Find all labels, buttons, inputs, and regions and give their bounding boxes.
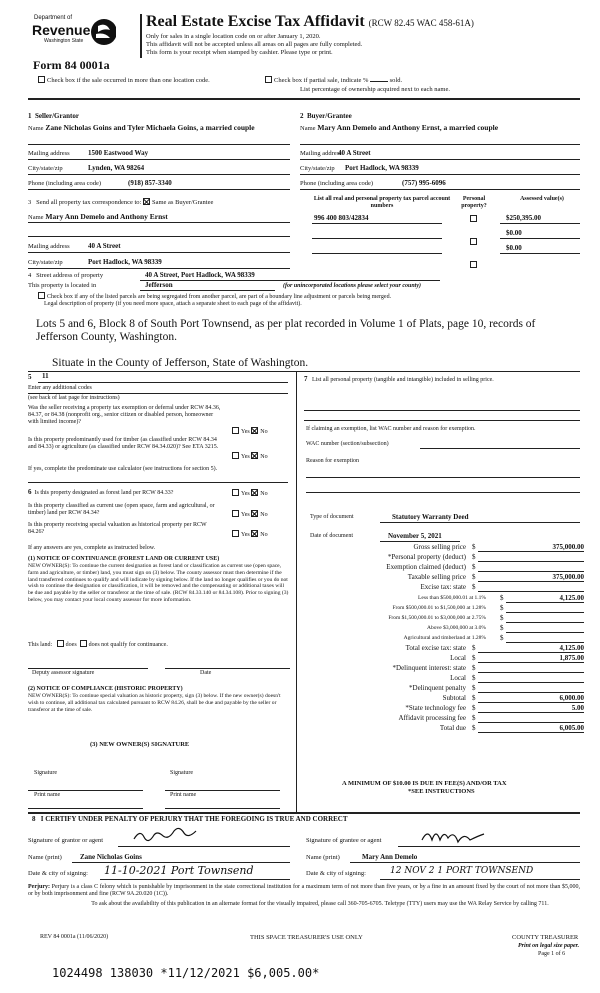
owner-signature-label-2: Signature — [170, 770, 193, 776]
partial-sale-checkbox[interactable] — [265, 76, 272, 83]
deputy-signature-label: Deputy assessor signature — [32, 670, 95, 676]
notice2-title: (2) NOTICE OF COMPLIANCE (HISTORIC PROPERTY) — [28, 686, 183, 692]
corr-name-label: Name — [28, 214, 44, 221]
tax-total-label: Local — [450, 654, 466, 662]
buyer-city[interactable]: Port Hadlock, WA 98339 — [345, 164, 419, 172]
certify-text: I CERTIFY UNDER PENALTY OF PERJURY THAT THE FOREGOING IS TRUE AND CORRECT — [40, 815, 348, 823]
yes-label: Yes — [241, 512, 250, 518]
buyer-mailing[interactable]: 40 A Street — [338, 149, 371, 157]
grantee-signature-icon — [420, 826, 500, 844]
deputy-date-label: Date — [200, 670, 212, 676]
doc-type[interactable]: Statutory Warranty Deed — [392, 513, 469, 521]
see-instructions: *SEE INSTRUCTIONS — [408, 788, 475, 795]
dollar-sign: $ — [472, 704, 476, 712]
property-num: 4 — [28, 272, 32, 279]
certify-heading — [32, 815, 348, 823]
county-treasurer: COUNTY TREASURER — [512, 934, 579, 941]
corr-city-label: City/state/zip — [28, 259, 63, 266]
personal-property-checkbox[interactable] — [470, 261, 477, 268]
dollar-sign: $ — [500, 624, 504, 632]
s6-q2-answer — [232, 510, 268, 519]
s6-q3-answer — [232, 530, 268, 539]
section7-num: 7 — [304, 375, 308, 383]
buyer-heading — [300, 112, 352, 120]
grantee-date-label: Date & city of signing: — [306, 870, 366, 877]
additional-codes: Enter any additional codes — [28, 385, 92, 391]
property-located[interactable]: Jefferson — [145, 281, 173, 289]
dollar-sign: $ — [500, 634, 504, 642]
new-owner-sig-heading: (3) NEW OWNER(S) SIGNATURE — [90, 741, 190, 748]
minimum-note: A MINIMUM OF $10.00 IS DUE IN FEE(S) AND/OR TAX — [342, 780, 507, 787]
check-partial[interactable] — [265, 76, 402, 85]
yes-label: Yes — [241, 429, 250, 435]
section7-row — [304, 375, 580, 384]
title-text: Real Estate Excise Tax Affidavit — [146, 13, 365, 30]
dollar-sign: $ — [472, 714, 476, 722]
tax-row-label: *Personal property (deduct) — [387, 553, 466, 561]
grantor-name[interactable]: Zane Nicholas Goins — [80, 853, 142, 861]
notice1-body: NEW OWNER(S): To continue the current designation as forest land or classification as current use (open space, farm and agriculture, or timber) land, you must sign on (3) below. The county assessor must then determine if the land transferred continues to qualify and will indicate by signing below. If the land no longer qualifies or you do not wish to continue the designation or classification, it will be removed and the compensating or additional taxes will be due and payable by the seller or transferor at the time of sale. (RCW 84.33.140 or 84.34.108). Prior to signing (3) below, you may contact your local county assessor for more information. — [28, 563, 289, 603]
revenue-logo — [30, 14, 116, 52]
dollar-sign: $ — [472, 553, 476, 561]
s6-q1-no-checkbox[interactable] — [251, 489, 258, 496]
grantee-signature[interactable] — [420, 826, 500, 847]
tax-tier-label: Agricultural and timberland at 1.28% — [403, 635, 486, 641]
page-number: Page 1 of 6 — [538, 951, 566, 957]
dollar-sign: $ — [472, 573, 476, 581]
s6-q1-answer — [232, 489, 268, 498]
tax-row-value[interactable]: 375,000.00 — [552, 543, 584, 551]
s6-q2-no-checkbox[interactable] — [251, 510, 258, 517]
s5-question-2: Is this property predominantly used for timber (as classified under RCW 84.34 and 84.33) or agriculture (as classified under RCW 84.34.020)? See ETA 3215. — [28, 437, 219, 450]
page-title — [146, 13, 474, 31]
s6-question-2: Is this property classified as current use (open space, farm and agricultural, or timber) land per RCW 84.34? — [28, 503, 215, 516]
seller-name[interactable]: Zane Nicholas Goins and Tyler Michaela Goins, a married couple — [45, 123, 255, 132]
parcels-col3: Assessed value(s) — [520, 196, 564, 202]
dollar-sign: $ — [500, 604, 504, 612]
seller-city[interactable]: Lynden, WA 98264 — [88, 164, 145, 172]
tax-total-label: Subtotal — [442, 694, 466, 702]
tax-row-label: Gross selling price — [413, 543, 466, 551]
section6-num: 6 — [28, 488, 32, 496]
buyer-name[interactable]: Mary Ann Demelo and Anthony Ernst, a married couple — [317, 123, 499, 132]
tax-total-value[interactable]: 6,005.00 — [559, 724, 584, 732]
corr-name[interactable]: Mary Ann Demelo and Anthony Ernst — [45, 212, 168, 221]
tax-total-value[interactable]: 1,875.00 — [559, 654, 584, 662]
tax-total-label: Affidavit processing fee — [398, 714, 466, 722]
corr-mailing[interactable]: 40 A Street — [88, 242, 121, 250]
dollar-sign: $ — [472, 543, 476, 551]
notice-2: This affidavit will not be accepted unless all areas on all pages are fully completed. — [146, 41, 363, 48]
receipt-stamp: 1024498 138030 *11/12/2021 $6,005.00* — [52, 966, 320, 980]
doc-date-label: Date of document — [310, 533, 353, 539]
corr-city[interactable]: Port Hadlock, WA 98339 — [88, 258, 162, 266]
personal-property-checkbox[interactable] — [470, 238, 477, 245]
tax-total-label: *State technology fee — [405, 704, 466, 712]
dollar-sign: $ — [472, 724, 476, 732]
segregated-row[interactable] — [38, 292, 391, 301]
title-ref: (RCW 82.45 WAC 458-61A) — [368, 18, 474, 28]
tax-total-value[interactable]: 6,000.00 — [559, 694, 584, 702]
yes-label: Yes — [241, 491, 250, 497]
buyer-name-label: Name — [300, 125, 316, 132]
s6-question-3: Is this property receiving special valuation as historical property per RCW 84.26? — [28, 522, 207, 535]
check-multi-location[interactable] — [38, 76, 210, 85]
buyer-heading-text: Buyer/Grantee — [307, 112, 352, 120]
grantor-signature-label: Signature of grantor or agent — [28, 837, 104, 844]
does-label: does — [65, 642, 77, 648]
dollar-sign: $ — [500, 614, 504, 622]
treasurer-use: THIS SPACE TREASURER'S USE ONLY — [250, 934, 363, 941]
seller-mailing[interactable]: 1500 Eastwood Way — [88, 149, 149, 157]
tax-total-label: Local — [450, 674, 466, 682]
wac-label: WAC number (section/subsection) — [306, 441, 389, 447]
seller-mailing-label: Mailing address — [28, 150, 70, 157]
legal-description-2[interactable]: Situate in the County of Jefferson, State of Washington. — [52, 357, 309, 369]
legal-label: Legal description of property (if you need more space, attach a separate sheet to each page of the affidavit). — [44, 301, 302, 307]
tax-total-value[interactable]: 5.00 — [571, 704, 584, 712]
perjury-label: Perjury: — [28, 884, 50, 890]
s5-q1-answer — [232, 427, 268, 436]
dept-line1: Department of — [34, 15, 73, 21]
form-number: Form 84 0001a — [33, 58, 110, 72]
dollar-sign: $ — [472, 674, 476, 682]
s6-q3-no-checkbox[interactable] — [251, 530, 258, 537]
this-land-row — [28, 640, 168, 649]
seller-heading-text: Seller/Grantor — [35, 112, 79, 120]
s6-question-4: If any answers are yes, complete as instructed below. — [28, 545, 156, 551]
correspondence-num: 3 — [28, 199, 32, 206]
see-back: (see back of last page for instructions) — [28, 395, 120, 401]
same-as-buyer-checkbox[interactable] — [143, 198, 150, 205]
seller-num: 1 — [28, 112, 32, 120]
tax-tier-label: Less than $500,000.01 at 1.1% — [418, 595, 486, 601]
this-land-label: This land: — [28, 642, 53, 648]
s6-q2-yes-checkbox[interactable] — [232, 510, 239, 517]
s5-q2-yes-checkbox[interactable] — [232, 452, 239, 459]
buyer-phone[interactable]: (757) 995-6096 — [402, 179, 446, 187]
reason-label: Reason for exemption — [306, 458, 359, 464]
no-label: No — [260, 512, 268, 518]
grantor-signature[interactable] — [130, 827, 210, 848]
property-located-label: This property is located in — [28, 282, 97, 289]
seller-city-label: City/state/zip — [28, 165, 63, 172]
grantor-name-label: Name (print) — [28, 854, 62, 861]
parcels-col1: List all real and personal property tax parcel account numbers — [313, 196, 451, 209]
s5-q1-yes-checkbox[interactable] — [232, 427, 239, 434]
section7-label: List all personal property (tangible and intangible) included in selling price. — [312, 377, 494, 383]
dollar-sign: $ — [472, 654, 476, 662]
dollar-sign: $ — [472, 664, 476, 672]
tax-row-value[interactable]: 375,000.00 — [552, 573, 584, 581]
seller-phone[interactable]: (918) 857-3340 — [128, 179, 172, 187]
multi-location-checkbox[interactable] — [38, 76, 45, 83]
grantee-signature-label: Signature of grantee or agent — [306, 837, 382, 844]
doc-type-label: Type of document — [310, 514, 354, 520]
assessed-value[interactable]: $250,395.00 — [506, 214, 541, 222]
owner-signature-label-1: Signature — [34, 770, 57, 776]
notice-3: This form is your receipt when stamped by cashier. Please type or print. — [146, 49, 333, 56]
owner-print-name-2: Print name — [170, 792, 197, 798]
partial-sale-label: Check box if partial sale, indicate % — [274, 77, 369, 84]
no-label: No — [260, 454, 268, 460]
property-street[interactable]: 40 A Street, Port Hadlock, WA 98339 — [145, 271, 255, 279]
tax-row-label: Taxable selling price — [407, 573, 466, 581]
yes-label: Yes — [241, 454, 250, 460]
assessed-value[interactable]: $0.00 — [506, 229, 522, 237]
tax-total-value[interactable]: 4,125.00 — [559, 644, 584, 652]
section5-num: 5 — [28, 373, 32, 381]
s5-q2-no-checkbox[interactable] — [251, 452, 258, 459]
seller-heading — [28, 112, 79, 120]
s5-question-1: Was the seller receiving a property tax exemption or deferral under RCW 84.36, 84.37, or 84.38 (nonprofit org., senior citizen or disabled person, homeowner with limited income)? — [28, 405, 221, 425]
same-as-buyer-label: Same as Buyer/Grantee — [151, 199, 214, 206]
tax-total-label: *Delinquent penalty — [409, 684, 466, 692]
grantor-date[interactable]: 11-10-2021 Port Townsend — [104, 864, 254, 877]
property-street-row — [28, 272, 103, 280]
grantee-name-label: Name (print) — [306, 854, 340, 861]
does-not-label: does not qualify for continuance. — [88, 642, 168, 648]
notice2-body: NEW OWNER(S): To continue special valuation as historic property, sign (3) below. If the new owner(s) doesn't wish to continue, all additional tax calculated pursuant to RCW 84.26, shall be due and payable by the seller or transferor at the time of sale. — [28, 693, 281, 713]
dollar-sign: $ — [472, 644, 476, 652]
correspondence-label: Send all property tax correspondence to: — [36, 199, 142, 206]
no-label: No — [260, 429, 268, 435]
grantor-signature-icon — [130, 827, 210, 845]
s6-q3-yes-checkbox[interactable] — [232, 530, 239, 537]
s6-q1-text: Is this property designated as forest land per RCW 84.33? — [34, 490, 174, 496]
notice1-title: (1) NOTICE OF CONTINUANCE (FOREST LAND OR CURRENT USE) — [28, 556, 220, 562]
parcel-number[interactable]: 996 400 803/42834 — [314, 214, 369, 222]
s6-question-1 — [28, 488, 173, 497]
owner-print-name-1: Print name — [34, 792, 61, 798]
tax-row-label: Exemption claimed (deduct) — [386, 563, 466, 571]
seller-name-label: Name — [28, 125, 44, 132]
tax-total-label: Total excise tax: state — [405, 644, 466, 652]
correspondence-row — [28, 198, 213, 207]
dollar-sign: $ — [472, 684, 476, 692]
dept-line2: Revenue — [32, 22, 91, 38]
parcels-col2: Personal property? — [461, 196, 487, 209]
seller-phone-label: Phone (including area code) — [28, 180, 102, 187]
perjury-text: Perjury is a class C felony which is punishable by imprisonment in the state correctional institution for a maximum term of not more than five years, or by a fine in an amount fixed by the court of not more than $5,000, or by both imprisonment and fine (RCW 9A.20.020 (1C)). — [28, 884, 581, 897]
s5-q2-answer — [232, 452, 268, 461]
legal-description[interactable]: Lots 5 and 6, Block 8 of South Port Townsend, as per plat recorded in Volume 1 of Plats, page 10, records of Jefferson County, Washington. — [36, 318, 536, 343]
rev-number: REV 84 0001a (11/06/2020) — [40, 934, 109, 940]
s6-q1-yes-checkbox[interactable] — [232, 489, 239, 496]
buyer-num: 2 — [300, 112, 304, 120]
segregated-checkbox[interactable] — [38, 292, 45, 299]
legal-paper-note: Print on legal size paper. — [518, 943, 580, 949]
s5-question-3: If yes, complete the predominate use calculator (see instructions for section 5). — [28, 466, 218, 472]
located-note: (for unincorporated locations please select your county) — [283, 283, 421, 289]
partial-list-note: List percentage of ownership acquired next to each name. — [300, 86, 450, 93]
dollar-sign: $ — [500, 594, 504, 602]
personal-property-checkbox[interactable] — [470, 215, 477, 222]
tax-total-label: Total due — [439, 724, 466, 732]
grantee-date[interactable]: 12 NOV 2 1 PORT TOWNSEND — [390, 866, 534, 876]
corr-mailing-label: Mailing address — [28, 243, 70, 250]
dollar-sign: $ — [472, 563, 476, 571]
section8-num: 8 — [32, 815, 36, 823]
correspondence-name-row — [28, 212, 168, 222]
no-label: No — [260, 532, 268, 538]
tax-tier-value[interactable]: 4,125.00 — [559, 594, 584, 602]
section5-code[interactable]: 11 — [42, 372, 49, 380]
ada-notice: To ask about the availability of this publication in an alternate format for the visually impaired, please call 360-705-6705. Teletype (TTY) users may use the WA Relay Service by calling 711. — [91, 901, 549, 907]
dollar-sign: $ — [472, 583, 476, 591]
perjury-notice — [28, 884, 580, 898]
tax-total-label: *Delinquent interest: state — [392, 664, 466, 672]
partial-sold-label: sold. — [389, 77, 403, 84]
exemption-label: If claiming an exemption, list WAC number and reason for exemption. — [306, 426, 476, 432]
dollar-sign: $ — [472, 694, 476, 702]
assessed-value[interactable]: $0.00 — [506, 244, 522, 252]
grantee-name[interactable]: Mary Ann Demelo — [362, 853, 418, 861]
tax-tier-label: From $1,500,000.01 to $3,000,000 at 2.75% — [388, 615, 486, 621]
buyer-phone-label: Phone (including area code) — [300, 180, 374, 187]
does-checkbox[interactable] — [57, 640, 64, 647]
buyer-city-label: City/state/zip — [300, 165, 335, 172]
grantor-date-label: Date & city of signing: — [28, 870, 88, 877]
does-not-checkbox[interactable] — [80, 640, 87, 647]
dept-line3: Washington State — [44, 38, 84, 44]
no-label: No — [260, 491, 268, 497]
yes-label: Yes — [241, 532, 250, 538]
tax-row-label: Excise tax: state — [420, 583, 466, 591]
tax-tier-label: From $500,000.01 to $1,500,000 at 1.28% — [392, 605, 486, 611]
buyer-name-row — [300, 123, 580, 133]
notice-1: Only for sales in a single location code on or after January 1, 2020. — [146, 33, 321, 40]
buyer-mailing-label: Mailing address — [300, 150, 342, 157]
multi-location-label: Check box if the sale occurred in more than one location code. — [47, 77, 210, 84]
s5-q1-no-checkbox[interactable] — [251, 427, 258, 434]
property-street-label: Street address of property — [36, 272, 104, 279]
doc-date[interactable]: November 5, 2021 — [388, 532, 442, 540]
seller-name-row — [28, 123, 290, 133]
segregated-label: Check box if any of the listed parcels are being segregated from another parcel, are part of a boundary line adjustment or parcels being merged. — [47, 294, 392, 300]
tax-tier-label: Above $3,000,000 at 3.0% — [427, 625, 486, 631]
